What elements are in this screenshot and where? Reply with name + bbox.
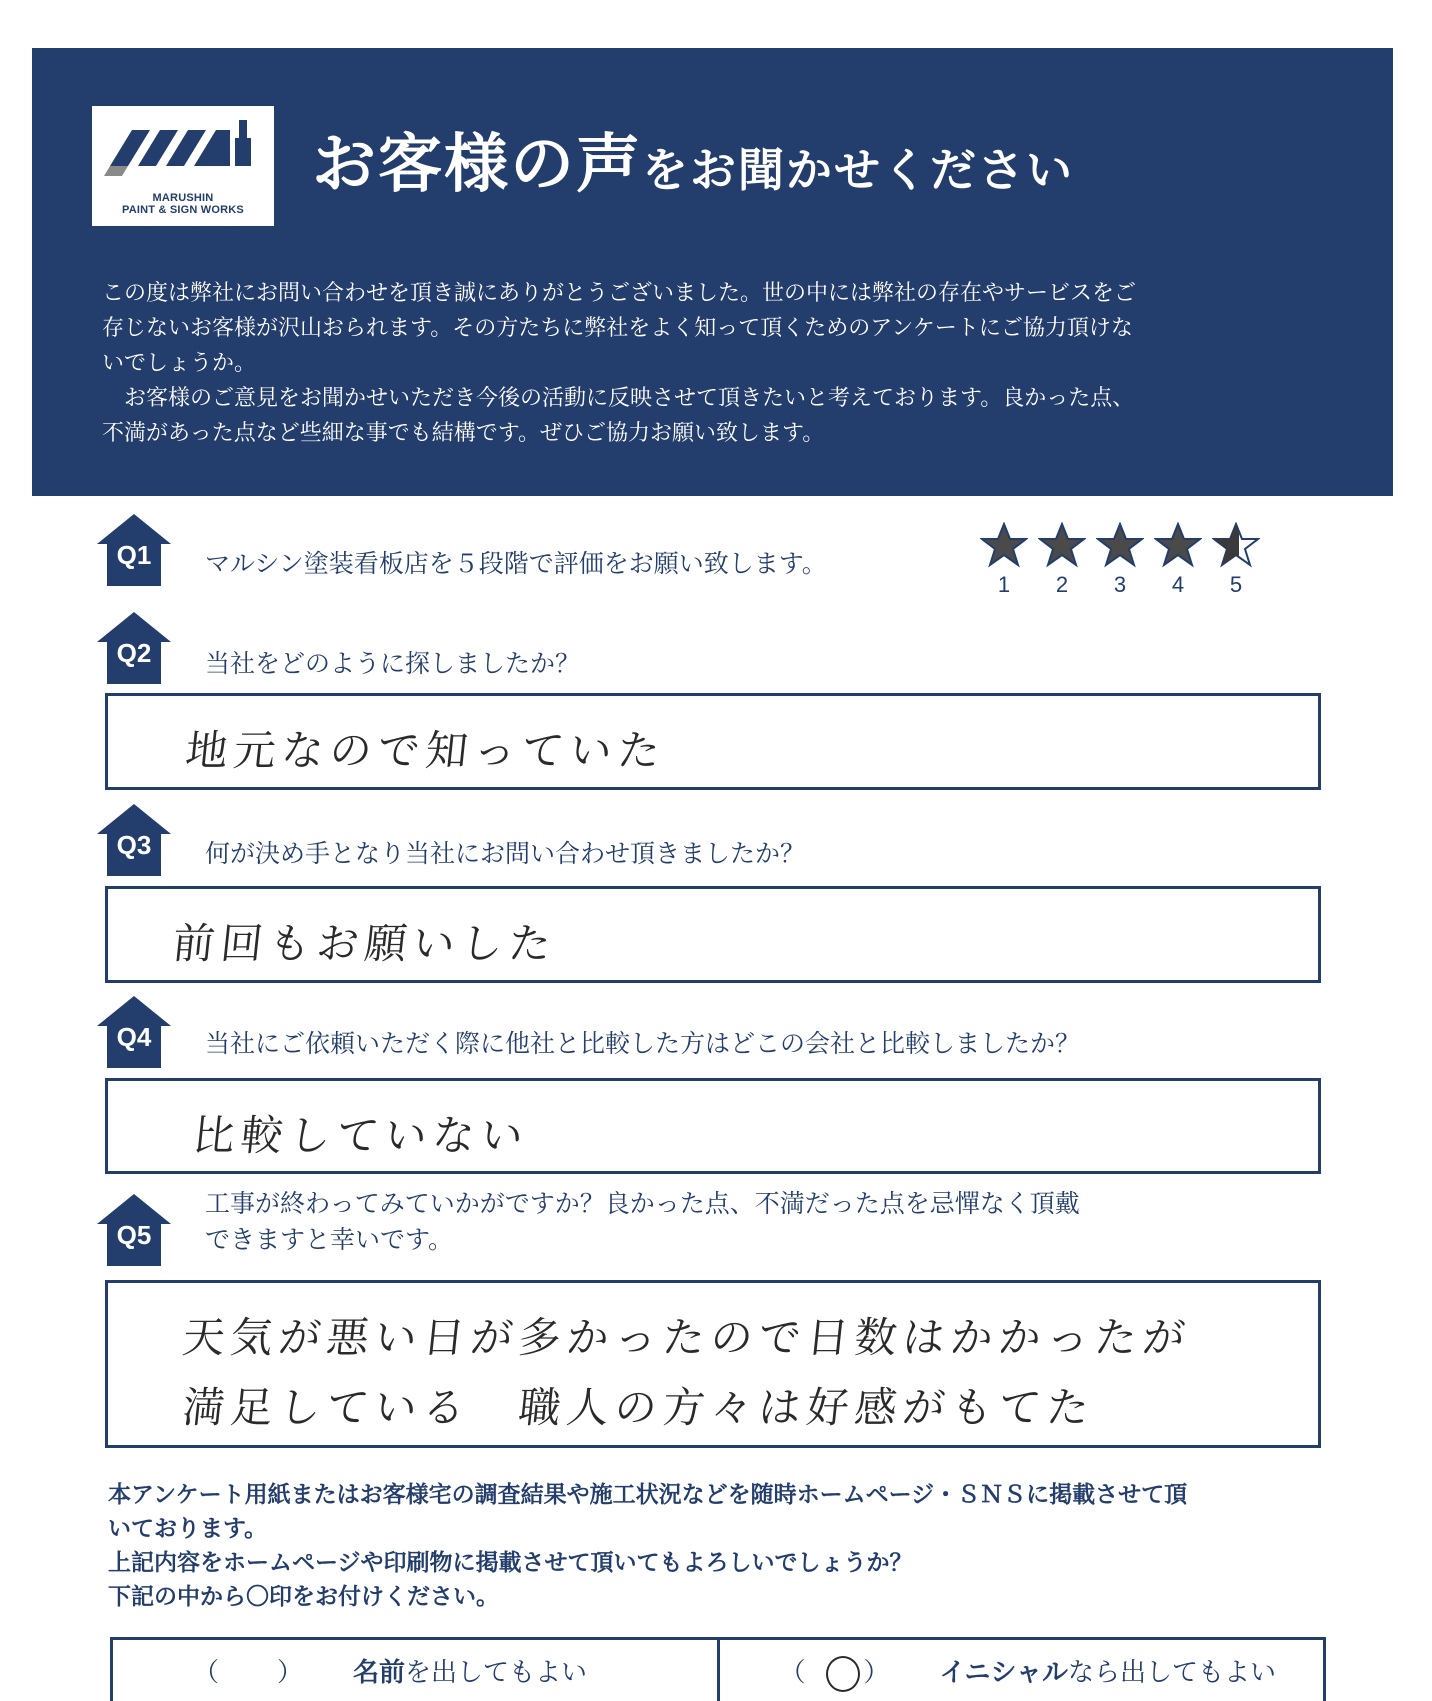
answer-text: 比較していない [190, 1111, 532, 1160]
notice-line: 本アンケート用紙またはお客様宅の調査結果や施工状況などを随時ホームページ・ＳＮＳに掲載させて頂 [108, 1482, 1188, 1508]
star-icon [1212, 522, 1260, 568]
publish-notice [108, 1478, 1338, 1614]
intro-line: この度は弊社にお問い合わせを頂き誠にありがとうございました。世の中には弊社の存在やサービスをご [102, 281, 1137, 306]
option-label-rest: を出してもよい [405, 1658, 588, 1688]
notice-line: 上記内容をホームページや印刷物に掲載させて頂いてもよろしいでしょうか？ [108, 1550, 913, 1576]
option-label-bold: イニシャル [939, 1658, 1068, 1688]
question-number: Q1 [116, 540, 152, 570]
question-text-line1: 工事が終わってみていかがですか？良かった点、不満だった点を忌憚なく頂戴 [205, 1189, 1080, 1218]
notice-line: いております。 [108, 1516, 268, 1542]
question-number: Q4 [116, 1022, 152, 1052]
mark-slot[interactable] [193, 1652, 303, 1689]
answer-box-q3[interactable] [105, 886, 1321, 983]
option-initials[interactable] [717, 1640, 1324, 1701]
question-number: Q3 [116, 830, 152, 860]
star-number: 5 [1229, 572, 1243, 597]
star-number: 3 [1113, 572, 1127, 597]
star-icon [1038, 522, 1086, 568]
logo-mark [100, 114, 266, 186]
option-label [353, 1652, 587, 1689]
star-1[interactable] [980, 522, 1028, 597]
page-title [312, 113, 1074, 205]
intro-line: 不満があった点など些細な事でも結構です。ぜひご協力お願い致します。 [102, 421, 825, 446]
paren-open: （ [779, 1658, 806, 1688]
title-part2: 声 [576, 128, 642, 202]
question-text: 何が決め手となり当社にお問い合わせ頂きましたか？ [205, 839, 806, 868]
intro-line: お客様のご意見をお聞かせいただき今後の活動に反映させて頂きたいと考えております。良かった点、 [102, 386, 1135, 411]
title-part1: お客様の [312, 128, 576, 202]
logo-text-line1: MARUSHIN [152, 192, 214, 204]
paren-close: ） [863, 1658, 890, 1688]
answer-box-q4[interactable] [105, 1078, 1321, 1174]
star-icon [1154, 522, 1202, 568]
circle-mark-icon [826, 1656, 860, 1692]
star-number: 4 [1171, 572, 1185, 597]
answer-text: 前回もお願いした [170, 919, 560, 968]
star-number: 2 [1055, 572, 1069, 597]
question-text-line2: できますと幸いです。 [205, 1225, 454, 1254]
intro-text [102, 276, 1332, 451]
publish-options [110, 1637, 1326, 1701]
star-5[interactable] [1212, 522, 1260, 597]
intro-line: いでしょうか。 [102, 351, 257, 376]
option-label-bold: 名前 [353, 1658, 406, 1688]
question-text [205, 1186, 1080, 1258]
answer-box-q5[interactable] [105, 1280, 1321, 1448]
answer-text-line2: 満足している 職人の方々は好感がもてた [180, 1383, 1098, 1432]
star-4[interactable] [1154, 522, 1202, 597]
question-number: Q5 [116, 1220, 152, 1250]
notice-line: 下記の中から〇印をお付けください。 [108, 1584, 499, 1610]
star-number: 1 [997, 572, 1011, 597]
star-icon [1096, 522, 1144, 568]
paren-open: （ [193, 1658, 220, 1688]
logo-text-line2: PAINT & SIGN WORKS [122, 204, 244, 216]
answer-text: 地元なので知っていた [183, 726, 669, 775]
intro-line: 存じないお客様が沢山おられます。その方たちに弊社をよく知って頂くためのアンケートにご協力頂けな [102, 316, 1133, 341]
option-name[interactable] [113, 1640, 717, 1701]
answer-text-line1: 天気が悪い日が多かったので日数はかかったが [180, 1313, 1194, 1362]
paren-close: ） [276, 1658, 303, 1688]
answer-box-q2[interactable] [105, 693, 1321, 790]
survey-header [32, 48, 1393, 496]
question-text: 当社をどのように探しましたか？ [205, 649, 581, 678]
star-3[interactable] [1096, 522, 1144, 597]
question-number: Q2 [116, 638, 152, 668]
question-text: マルシン塗装看板店を５段階で評価をお願い致します。 [205, 549, 827, 578]
rating-stars[interactable] [980, 522, 1270, 600]
star-2[interactable] [1038, 522, 1086, 597]
question-text: 当社にご依頼いただく際に他社と比較した方はどこの会社と比較しましたか？ [205, 1029, 1081, 1058]
company-logo [92, 106, 274, 226]
title-part3: をお聞かせください [642, 143, 1074, 197]
option-label-rest: なら出してもよい [1067, 1658, 1276, 1688]
star-icon [980, 522, 1028, 568]
option-label [940, 1652, 1276, 1689]
